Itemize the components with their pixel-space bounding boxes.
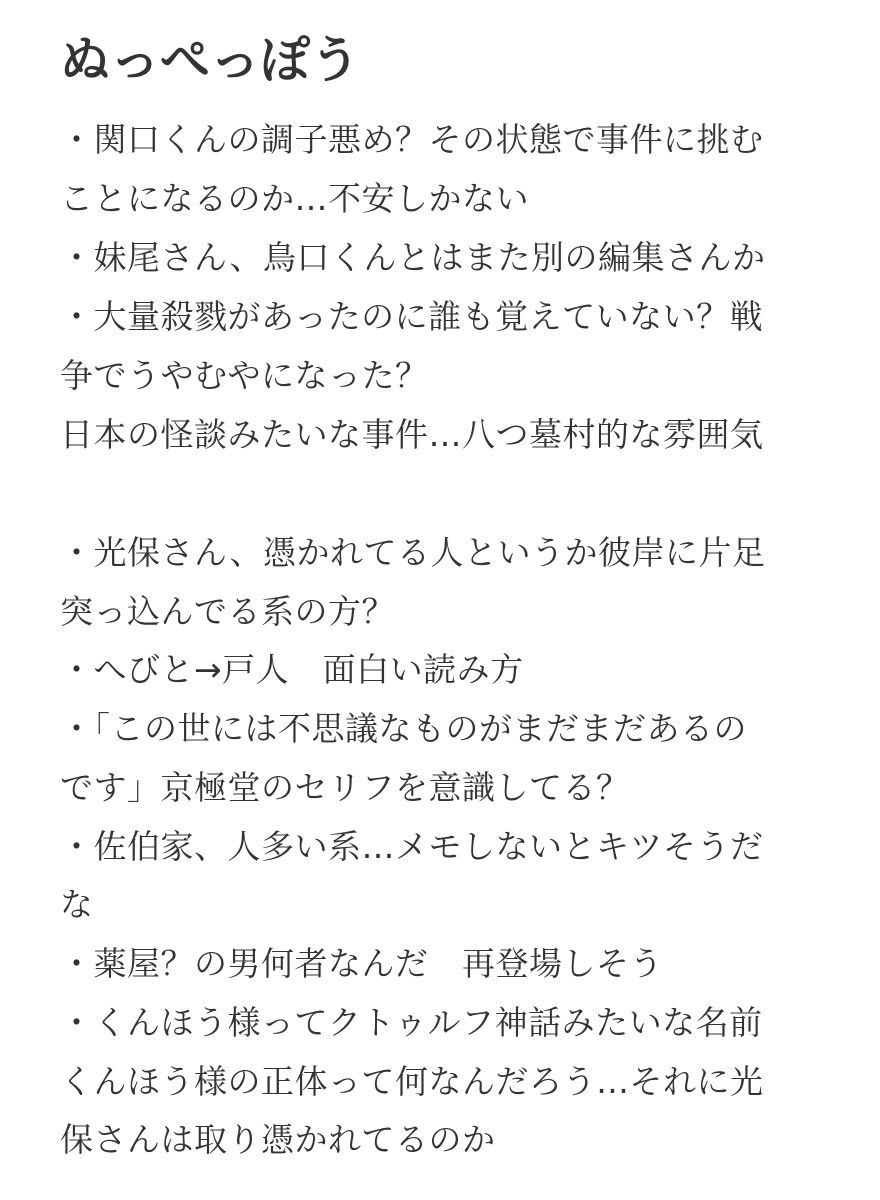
memo-line: 争でうやむやになった？ <box>60 356 429 395</box>
memo-line: な <box>60 885 94 924</box>
memo-line: ・関口くんの調子悪め？その状態で事件に挑む <box>60 120 764 159</box>
memo-line: 突っ込んでる系の方？ <box>60 592 395 631</box>
memo-line: くんほう様の正体って何なんだろう…それに光 <box>60 1062 764 1101</box>
memo-line: ・へびと→戸人 面白い読み方 <box>60 650 524 689</box>
memo-line: ・大量殺戮があったのに誰も覚えていない？戦 <box>60 297 764 336</box>
memo-line: ・くんほう様ってクトゥルフ神話みたいな名前 <box>60 1003 763 1042</box>
memo-line: ・佐伯家、人多い系…メモしないとキツそうだ <box>60 827 764 866</box>
memo-line: 保さんは取り憑かれてるのか <box>60 1120 496 1159</box>
page-title: ぬっぺっぽう <box>60 31 360 89</box>
memo-line: ・光保さん、憑かれてる人というか彼岸に片足 <box>60 533 766 572</box>
memo-line: ・薬屋？の男何者なんだ 再登場しそう <box>60 944 663 983</box>
memo-line: ・妹尾さん、鳥口くんとはまた別の編集さんか <box>60 238 766 277</box>
memo-line: ことになるのか…不安しかない <box>60 179 529 218</box>
memo-line: です」京極堂のセリフを意識してる？ <box>60 768 630 807</box>
memo-line: 日本の怪談みたいな事件…八つ墓村的な雰囲気 <box>60 415 764 454</box>
memo-line: ・「この世には不思議なものがまだまだあるの <box>60 709 747 748</box>
